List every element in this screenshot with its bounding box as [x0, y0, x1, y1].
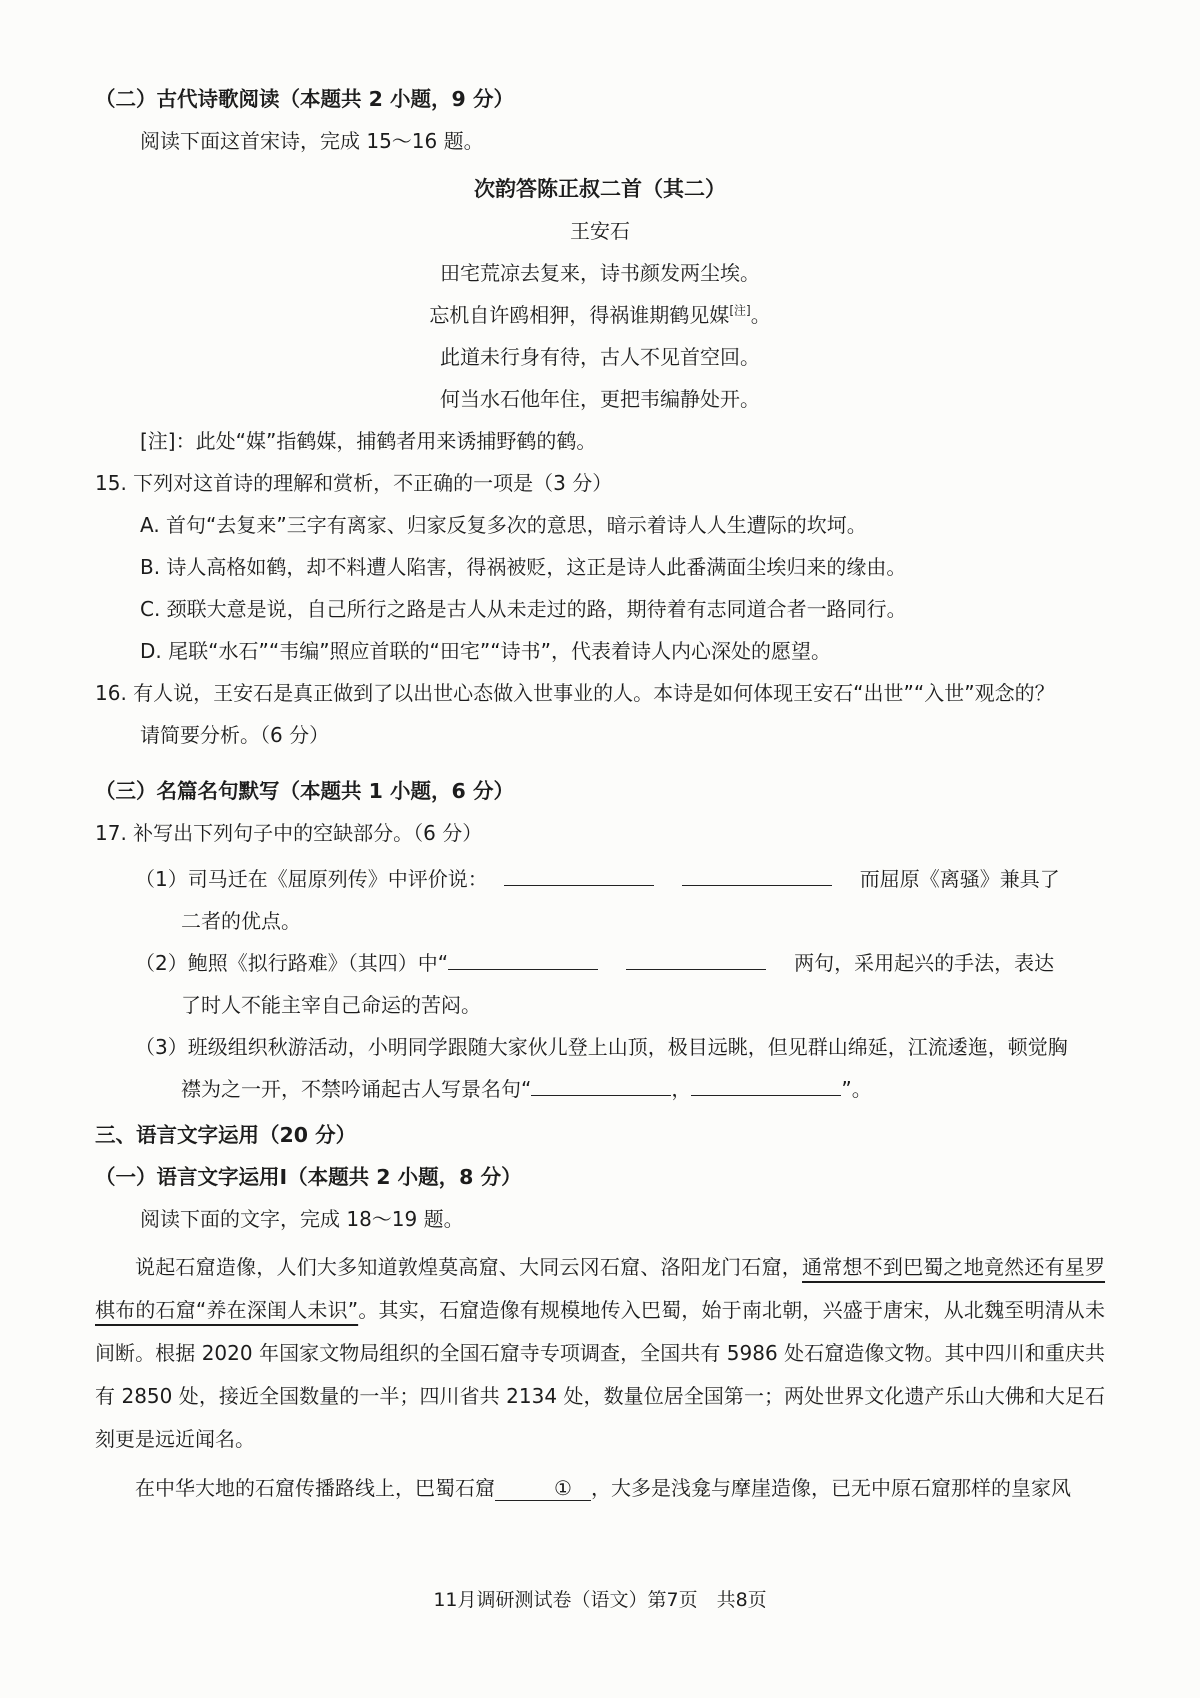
poem-line-1: 田宅荒凉去复来，诗书颜发两尘埃。: [440, 261, 760, 285]
item-3-close: ”。: [841, 1077, 872, 1101]
question-15-option-d: D. 尾联“水石”“韦编”照应首联的“田宅”“诗书”，代表着诗人内心深处的愿望。: [140, 639, 832, 663]
answer-blank: [448, 951, 598, 970]
passage-seg-1: 说起石窟造像，人们大多知道敦煌莫高窟、大同云冈石窟、洛阳龙门石窟，: [135, 1255, 803, 1279]
poem-line-2: [95, 294, 1105, 336]
reading-passage-paragraph-1: [95, 1246, 1105, 1461]
passage-underlined-segment: 通常想不到巴蜀之地竟然还有星罗棋布的石窟“养在深闺人未识”: [95, 1255, 1106, 1322]
poem-line-3: 此道未行身有待，古人不见首空回。: [440, 345, 760, 369]
language-section-heading: 三、语言文字运用（20 分）: [95, 1123, 357, 1147]
item-2-prefix: （2）鲍照《拟行路难》（其四）中“: [135, 951, 449, 975]
question-15-option-a: A. 首句“去复来”三字有离家、归家反复多次的意思，暗示着诗人人生遭际的坎坷。: [140, 513, 867, 537]
reading-passage-paragraph-2: [95, 1467, 1105, 1510]
poem-line-2-text: 忘机自许鸥相狎，得祸谁期鹤见媒: [429, 303, 730, 327]
poem-author: 王安石: [570, 219, 630, 243]
poetry-section-heading: （二）古代诗歌阅读（本题共 2 小题，9 分）: [95, 87, 514, 111]
question-16-line1: 16. 有人说，王安石是真正做到了以出世心态做入世事业的人。本诗是如何体现王安石“出世”“入世”观念的？: [95, 681, 1055, 705]
item-1-suffix: 而屈原《离骚》兼具了: [859, 867, 1060, 891]
passage-seg-3: 。其实，石窟造像有规模地传入巴蜀，始于南北朝，兴盛于唐宋，从北魏至明清从未间断。根据 2020 年国家文物局组织的全国石窟寺专项调查，全国共有 5986 处石窟造像文物。其中四川和重庆共有 2850 处，接近全国数量的一半；四川省共 2134 处，数量位居全国第一；两处世界文化遗产乐山大佛和大足石刻更是远近闻名。: [95, 1298, 1105, 1451]
question-17-item-3-line1: （3）班级组织秋游活动，小明同学跟随大家伙儿登上山顶，极目远眺，但见群山绵延，江流逶迤，顿觉胸: [135, 1035, 1068, 1059]
question-17-item-1-line2: 二者的优点。: [181, 909, 301, 933]
language-subsection-heading: （一）语言文字运用Ⅰ（本题共 2 小题，8 分）: [95, 1165, 522, 1189]
poem-body: [95, 252, 1105, 420]
question-17-stem: 17. 补写出下列句子中的空缺部分。（6 分）: [95, 821, 483, 845]
question-17-item-2: [135, 942, 1105, 984]
item-3-prefix: 襟为之一开，不禁吟诵起古人写景名句“: [181, 1077, 532, 1101]
poem-line-2-period: 。: [750, 303, 771, 327]
page-footer: 11月调研测试卷（语文）第7页 共8页: [433, 1589, 767, 1611]
item-2-suffix: 两句，采用起兴的手法，表达: [794, 951, 1055, 975]
item-3-separator: ，: [671, 1077, 692, 1101]
answer-blank: [626, 951, 766, 970]
question-17-item-2-line2: 了时人不能主宰自己命运的苦闷。: [181, 993, 481, 1017]
question-15-stem: 15. 下列对这首诗的理解和赏析，不正确的一项是（3 分）: [95, 471, 613, 495]
poetry-intro: 阅读下面这首宋诗，完成 15～16 题。: [140, 129, 484, 153]
poem-note-marker: [注]: [729, 303, 751, 318]
question-15-option-c: C. 颈联大意是说，自己所行之路是古人从未走过的路，期待着有志同道合者一路同行。: [140, 597, 907, 621]
answer-blank: [682, 867, 832, 886]
passage-2-prefix: 在中华大地的石窟传播路线上，巴蜀石窟: [135, 1476, 495, 1500]
item-1-prefix: （1）司马迁在《屈原列传》中评价说：: [135, 867, 488, 891]
question-17-item-3-line2: [181, 1068, 1105, 1110]
poem-footnote: [注]：此处“媒”指鹤媒，捕鹤者用来诱捕野鹤的鹤。: [140, 429, 597, 453]
answer-blank: [504, 867, 654, 886]
language-intro: 阅读下面的文字，完成 18～19 题。: [140, 1207, 464, 1231]
answer-blank: [691, 1077, 841, 1096]
answer-blank: [531, 1077, 671, 1096]
numbered-fill-blank: ①: [495, 1476, 591, 1501]
question-15-option-b: B. 诗人高格如鹤，却不料遭人陷害，得祸被贬，这正是诗人此番满面尘埃归来的缘由。: [140, 555, 907, 579]
question-17-item-1: [135, 858, 1105, 900]
poem-line-4: 何当水石他年住，更把韦编静处开。: [440, 387, 760, 411]
question-16-line2: 请简要分析。（6 分）: [140, 723, 330, 747]
poem-title: 次韵答陈正叔二首（其二）: [474, 177, 726, 201]
passage-2-suffix: ，大多是浅龛与摩崖造像，已无中原石窟那样的皇家风: [591, 1476, 1071, 1500]
dictation-section-heading: （三）名篇名句默写（本题共 1 小题，6 分）: [95, 779, 514, 803]
